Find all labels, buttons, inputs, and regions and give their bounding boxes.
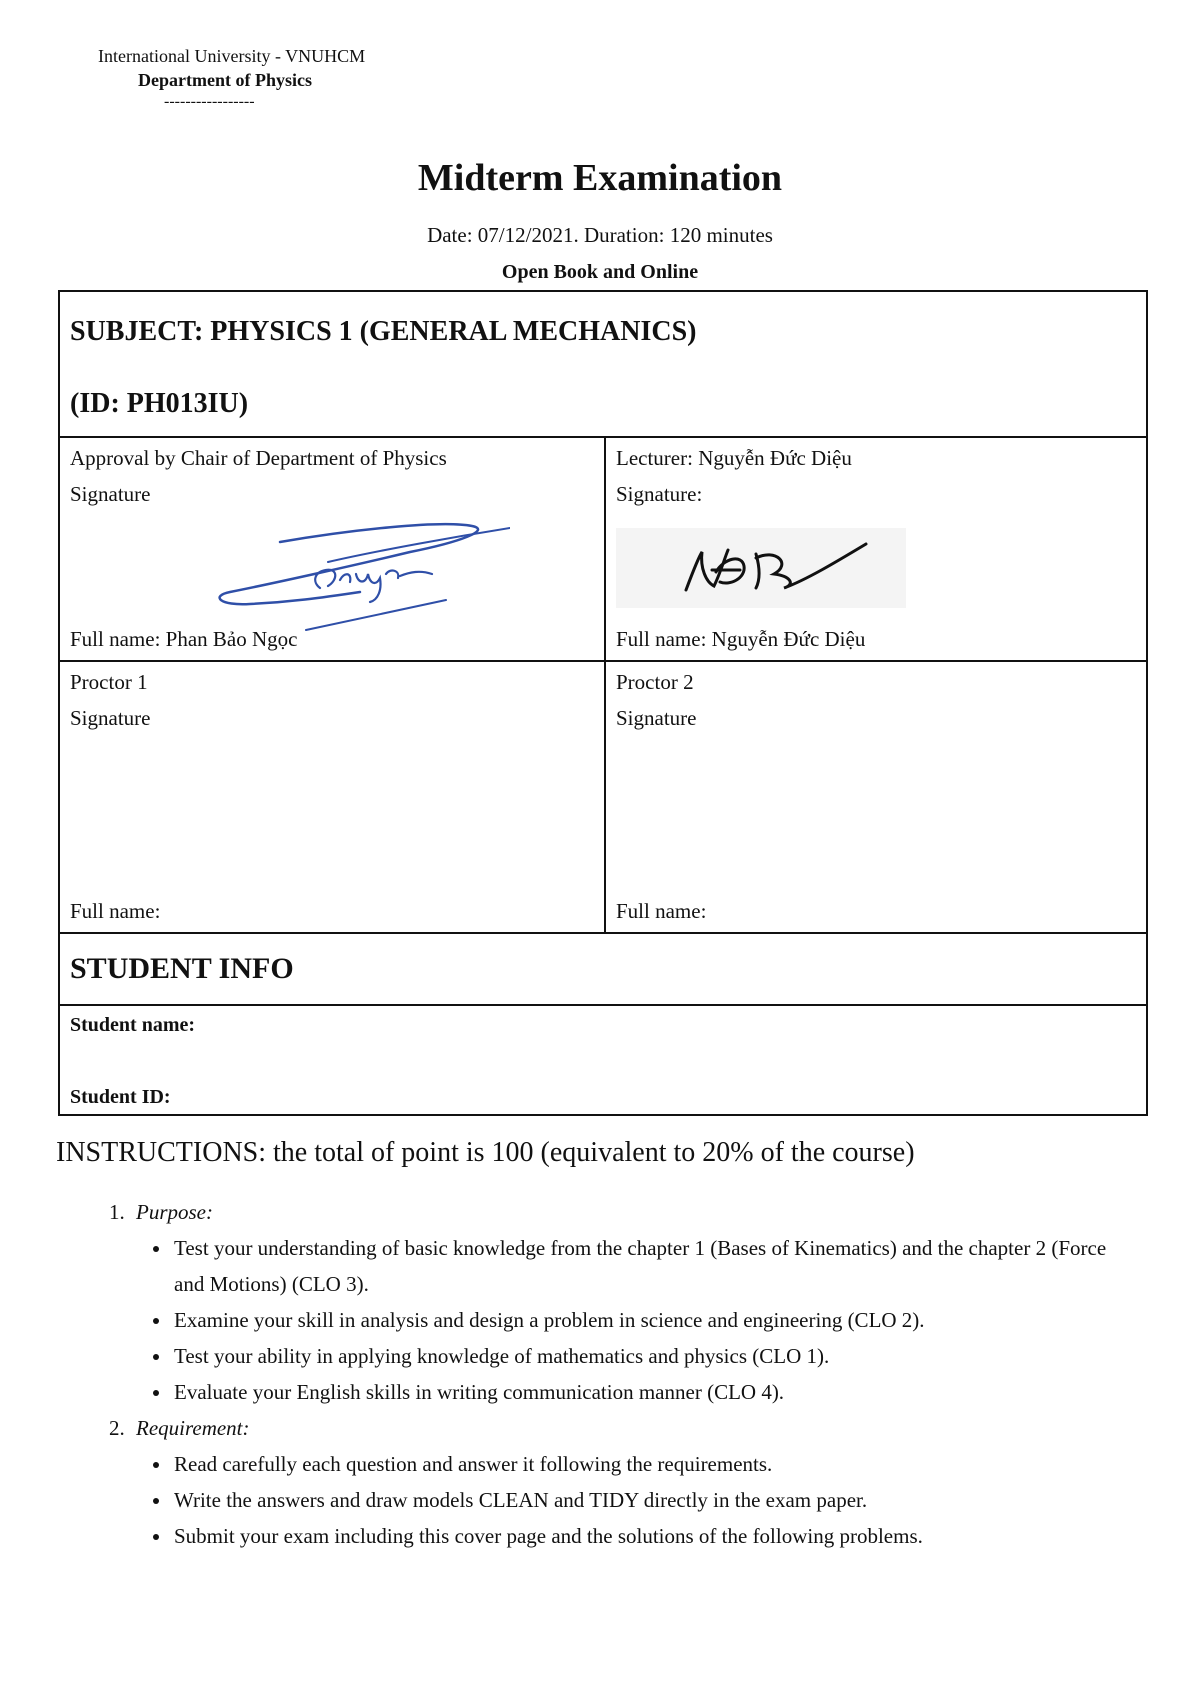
department-name: Department of Physics <box>138 70 312 90</box>
lecturer-full-name: Full name: Nguyễn Đức Diệu <box>616 627 866 651</box>
proctor2-full-name: Full name: <box>616 899 707 923</box>
list-item: • Test your understanding of basic knowledge from the chapter 1 (Bases of Kinematics) and the chapter 2 (Force and Motions) (CLO 3). <box>172 1230 1112 1302</box>
proctor1-full-name: Full name: <box>70 899 161 923</box>
instructions-list <box>92 1194 1112 1554</box>
university-name: International University - VNUHCM <box>98 46 366 66</box>
proctor2-title: Proctor 2 <box>616 670 694 694</box>
approval-title: Approval by Chair of Department of Physics <box>70 446 447 470</box>
proctor1-title: Proctor 1 <box>70 670 148 694</box>
proctor1-signature-label: Signature <box>70 706 151 730</box>
subject-cell <box>59 291 1147 437</box>
header-divider: ----------------- <box>164 93 255 110</box>
student-info-header <box>59 933 1147 1005</box>
student-info-cell <box>59 1005 1147 1115</box>
subject-id: (ID: PH013IU) <box>70 388 249 419</box>
approval-cell <box>59 437 605 661</box>
lecturer-title: Lecturer: Nguyễn Đức Diệu <box>616 446 852 470</box>
list-item: • Write the answers and draw models CLEAN and TIDY directly in the exam paper. <box>172 1482 1112 1518</box>
exam-cover-table <box>58 290 1148 1116</box>
exam-date-duration: Date: 07/12/2021. Duration: 120 minutes <box>427 223 773 247</box>
section-heading-purpose: Purpose: <box>136 1200 213 1224</box>
list-item: • Read carefully each question and answer it following the requirements. <box>172 1446 1112 1482</box>
list-item <box>130 1410 1112 1554</box>
student-info-heading: STUDENT INFO <box>70 952 294 985</box>
student-name-label: Student name: <box>70 1014 196 1036</box>
approval-signature-image <box>210 520 510 640</box>
lecturer-cell <box>605 437 1147 661</box>
list-item: • Examine your skill in analysis and design a problem in science and engineering (CLO 2). <box>172 1302 1112 1338</box>
list-item: • Submit your exam including this cover page and the solutions of the following problems. <box>172 1518 1112 1554</box>
section-heading-requirement: Requirement: <box>136 1416 250 1440</box>
list-item: • Evaluate your English skills in writing communication manner (CLO 4). <box>172 1374 1112 1410</box>
subject-title: SUBJECT: PHYSICS 1 (GENERAL MECHANICS) <box>70 316 697 347</box>
approval-full-name: Full name: Phan Bảo Ngọc <box>70 627 298 651</box>
proctor2-signature-label: Signature <box>616 706 697 730</box>
exam-title: Midterm Examination <box>417 157 783 199</box>
exam-mode: Open Book and Online <box>501 261 699 283</box>
student-id-label: Student ID: <box>70 1086 171 1108</box>
proctor2-cell <box>605 661 1147 933</box>
lecturer-signature-label: Signature: <box>616 482 703 506</box>
list-item: • Test your ability in applying knowledge of mathematics and physics (CLO 1). <box>172 1338 1112 1374</box>
instructions-heading: INSTRUCTIONS: the total of point is 100 (equivalent to 20% of the course) <box>56 1137 915 1168</box>
lecturer-signature-image <box>616 528 906 608</box>
institution-header <box>98 44 418 112</box>
approval-signature-label: Signature <box>70 482 151 506</box>
proctor1-cell <box>59 661 605 933</box>
list-item <box>130 1194 1112 1410</box>
